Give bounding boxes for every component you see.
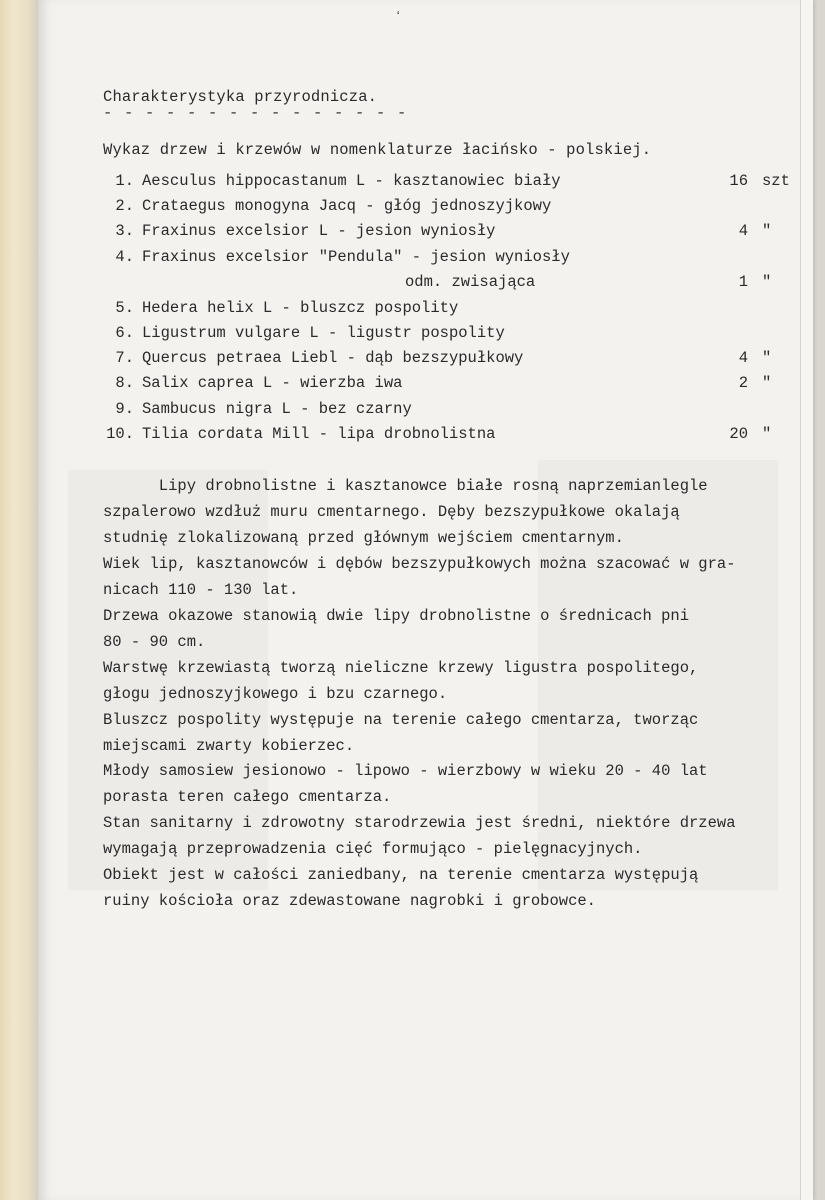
item-number: 4. bbox=[115, 248, 134, 266]
item-quantity: 4 bbox=[738, 222, 748, 240]
text-line: szpalerowo wzdłuż muru cmentarnego. Dęby bezszypułkowe okalają bbox=[103, 502, 680, 521]
item-number: 2. bbox=[115, 197, 134, 215]
item-quantity: 2 bbox=[738, 374, 748, 392]
item-number: 9. bbox=[115, 400, 134, 418]
item-number: 3. bbox=[115, 222, 134, 240]
text-line: Młody samosiew jesionowo - lipowo - wierzbowy w wieku 20 - 40 lat bbox=[103, 762, 708, 781]
item-quantity: 1 bbox=[738, 273, 748, 291]
item-quantity: 20 bbox=[729, 425, 748, 443]
item-quantity: 4 bbox=[738, 349, 748, 367]
item-species: Quercus petraea Liebl - dąb bezszypułkowy bbox=[142, 349, 524, 367]
text-line: 80 - 90 cm. bbox=[103, 632, 206, 651]
list-intro: Wykaz drzew i krzewów w nomenklaturze łacińsko - polskiej. bbox=[103, 141, 652, 159]
item-number: 5. bbox=[115, 299, 134, 317]
page-mark: ʻ bbox=[394, 10, 403, 26]
text-line: wymagają przeprowadzenia cięć formująco - pielęgnacyjnych. bbox=[103, 840, 643, 859]
item-unit: " bbox=[762, 349, 772, 367]
item-species: Fraxinus excelsior "Pendula" - jesion wyniosły bbox=[142, 248, 570, 266]
text-line: studnię zlokalizowaną przed głównym wejściem cmentarnym. bbox=[103, 528, 624, 547]
item-quantity: 16 bbox=[729, 172, 748, 190]
page-edge bbox=[800, 0, 813, 1200]
item-species: odm. zwisająca bbox=[405, 273, 536, 291]
item-species: Salix caprea L - wierzba iwa bbox=[142, 374, 403, 392]
item-unit: " bbox=[762, 273, 772, 291]
text-line: Wiek lip, kasztanowców i dębów bezszypułkowych można szacować w gra- bbox=[103, 554, 736, 573]
item-unit: " bbox=[762, 425, 772, 443]
item-species: Sambucus nigra L - bez czarny bbox=[142, 400, 412, 418]
page-title: Charakterystyka przyrodnicza. bbox=[103, 88, 378, 106]
item-species: Crataegus monogyna Jacq - głóg jednoszyjkowy bbox=[142, 197, 552, 215]
item-unit: szt bbox=[762, 172, 790, 190]
item-species: Tilia cordata Mill - lipa drobnolistna bbox=[142, 425, 496, 443]
text-line: głogu jednoszyjkowego i bzu czarnego. bbox=[103, 684, 448, 703]
item-number: 8. bbox=[115, 374, 134, 392]
item-number: 6. bbox=[115, 324, 134, 342]
text-line: Stan sanitarny i zdrowotny starodrzewia jest średni, niektóre drzewa bbox=[103, 814, 736, 833]
item-number: 7. bbox=[115, 349, 134, 367]
text-line: Lipy drobnolistne i kasztanowce białe rosną naprzemianlegle bbox=[103, 477, 708, 495]
title-underline: - - - - - - - - - - - - - - - bbox=[103, 104, 408, 122]
text-line: Drzewa okazowe stanowią dwie lipy drobnolistne o średnicach pni bbox=[103, 606, 689, 625]
text-line: ruiny kościoła oraz zdewastowane nagrobki i grobowce. bbox=[103, 892, 596, 911]
text-line: nicach 110 - 130 lat. bbox=[103, 580, 299, 599]
text-line: Warstwę krzewiastą tworzą nieliczne krzewy ligustra pospolitego, bbox=[103, 658, 699, 677]
text-line: Obiekt jest w całości zaniedbany, na terenie cmentarza występują bbox=[103, 866, 699, 885]
item-number: 1. bbox=[115, 172, 134, 190]
text-line: porasta teren całego cmentarza. bbox=[103, 788, 392, 807]
text-line: Bluszcz pospolity występuje na terenie całego cmentarza, tworząc bbox=[103, 710, 699, 729]
item-species: Aesculus hippocastanum L - kasztanowiec biały bbox=[142, 172, 561, 190]
item-unit: " bbox=[762, 374, 772, 392]
item-unit: " bbox=[762, 222, 772, 240]
text-line: miejscami zwarty kobierzec. bbox=[103, 736, 355, 755]
item-species: Hedera helix L - bluszcz pospolity bbox=[142, 299, 459, 317]
item-species: Fraxinus excelsior L - jesion wyniosły bbox=[142, 222, 496, 240]
item-species: Ligustrum vulgare L - ligustr pospolity bbox=[142, 324, 505, 342]
item-number: 10. bbox=[106, 425, 134, 443]
